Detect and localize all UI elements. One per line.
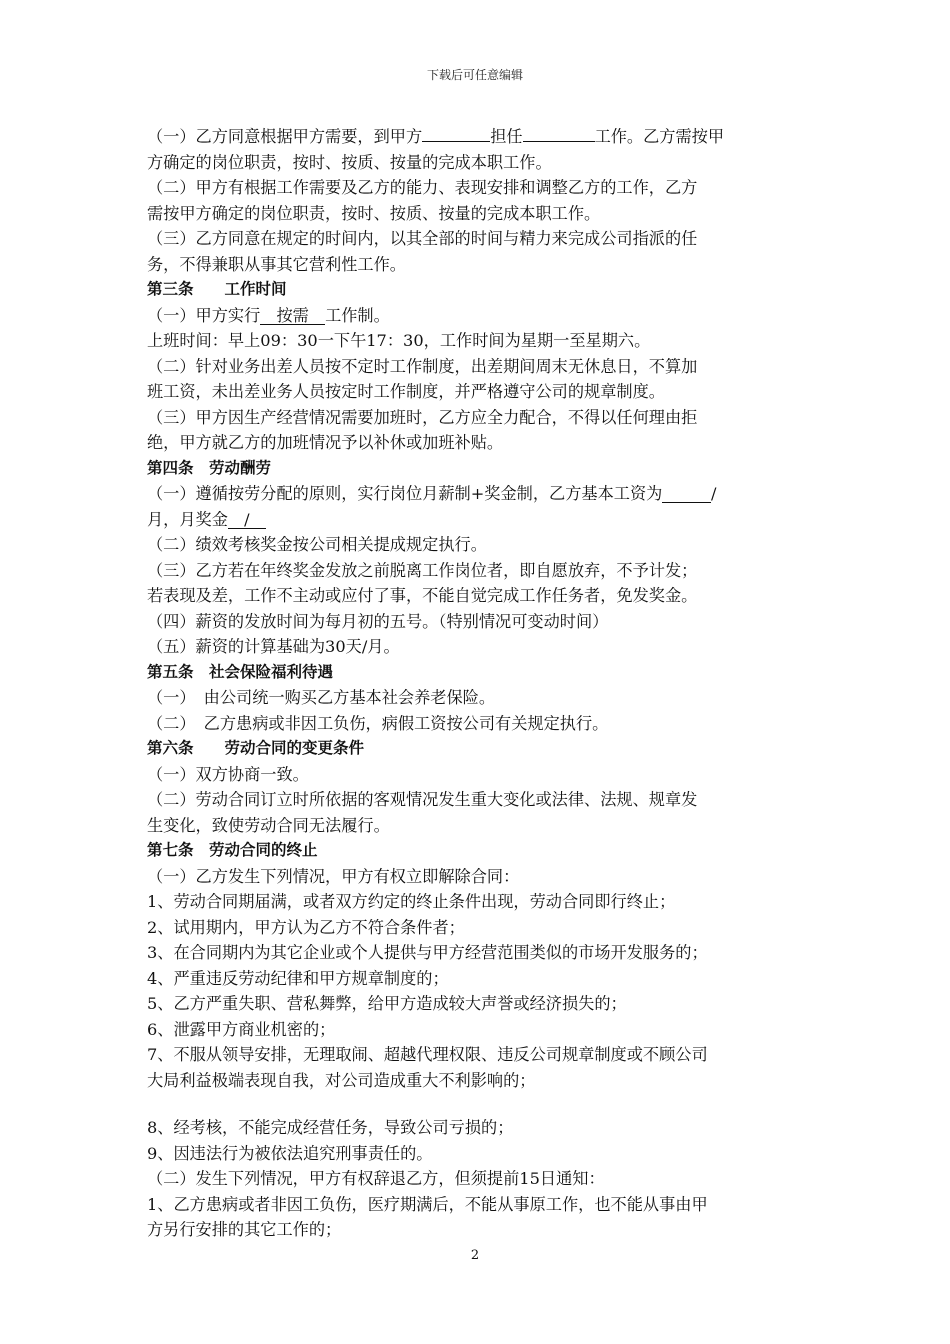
blank-field — [662, 485, 711, 503]
section-heading-3: 第三条 工作时间 — [147, 280, 287, 298]
text-line: 7、不服从领导安排，无理取闹、超越代理权限、违反公司规章制度或不顾公司 — [147, 1045, 708, 1064]
text-segment: 担任 — [490, 127, 523, 146]
text-line: 3、在合同期内为其它企业或个人提供与甲方经营范围类似的市场开发服务的； — [147, 943, 708, 962]
text-line: （三）乙方同意在规定的时间内，以其全部的时间与精力来完成公司指派的任 — [147, 229, 698, 248]
text-line: 班工资，未出差业务人员按定时工作制度，并严格遵守公司的规章制度。 — [147, 382, 665, 401]
text-line: （二）发生下列情况，甲方有权辞退乙方，但须提前15日通知： — [147, 1169, 605, 1188]
text-line: 6、泄露甲方商业机密的； — [147, 1019, 336, 1039]
text-segment: （一）乙方同意根据甲方需要，到甲方 — [147, 127, 423, 146]
document-body — [147, 124, 812, 1243]
text-segment: （一）甲方实行 — [147, 305, 261, 325]
text-segment: 月，月奖金 — [147, 509, 228, 529]
text-line: （二）甲方有根据工作需要及乙方的能力、表现安排和调整乙方的工作，乙方 — [147, 178, 698, 197]
filled-field: 按需 — [260, 305, 326, 325]
paragraph-gap — [147, 1093, 812, 1115]
text-line: 5、乙方严重失职、营私舞弊，给甲方造成较大声誉或经济损失的； — [147, 994, 627, 1013]
text-line: （三）甲方因生产经营情况需要加班时，乙方应全力配合，不得以任何理由拒 — [147, 407, 698, 427]
page-header: 下载后可任意编辑 — [426, 68, 523, 82]
text-line: （一）乙方发生下列情况，甲方有权立即解除合同： — [147, 866, 520, 886]
text-line: （五）薪资的计算基础为30天/月。 — [147, 637, 400, 656]
text-line: （二）劳动合同订立时所依据的客观情况发生重大变化或法律、法规、规章发 — [147, 790, 698, 809]
text-line: 2、试用期内，甲方认为乙方不符合条件者； — [147, 917, 465, 937]
section-heading-5: 第五条 社会保险福利待遇 — [147, 662, 334, 681]
filled-field: / — [227, 509, 266, 529]
text-line — [147, 124, 812, 150]
text-segment: 工作制。 — [325, 305, 390, 325]
text-line: （一）双方协商一致。 — [147, 764, 309, 784]
section-heading-4: 第四条 劳动酬劳 — [147, 458, 272, 477]
text-line: 生变化，致使劳动合同无法履行。 — [147, 815, 390, 835]
page-number: 2 — [470, 1248, 480, 1263]
text-line: 方确定的岗位职责，按时、按质、按量的完成本职工作。 — [147, 152, 552, 172]
text-line — [147, 481, 812, 507]
text-line: （四）薪资的发放时间为每月初的五号。（特别情况可变动时间） — [147, 611, 609, 631]
text-segment: / — [710, 484, 717, 503]
text-segment: （一）遵循按劳分配的原则，实行岗位月薪制+奖金制，乙方基本工资为 — [147, 484, 663, 503]
text-line: 绝，甲方就乙方的加班情况予以补休或加班补贴。 — [147, 433, 504, 452]
text-line — [147, 507, 812, 533]
text-line: 4、严重违反劳动纪律和甲方规章制度的； — [147, 968, 449, 988]
text-line: （二）针对业务出差人员按不定时工作制度，出差期间周末无休息日，不算加 — [147, 356, 698, 376]
text-line: 大局利益极端表现自我，对公司造成重大不利影响的； — [147, 1070, 536, 1090]
text-line: （二） 乙方患病或非因工负伤，病假工资按公司有关规定执行。 — [147, 713, 609, 733]
text-segment: 工作。乙方需按甲 — [594, 127, 725, 146]
text-line: 1、乙方患病或者非因工负伤，医疗期满后，不能从事原工作，也不能从事由甲 — [147, 1194, 708, 1214]
blank-field — [523, 141, 595, 142]
text-line: 9、因违法行为被依法追究刑事责任的。 — [147, 1143, 433, 1163]
text-line: 需按甲方确定的岗位职责，按时、按质、按量的完成本职工作。 — [147, 203, 601, 223]
section-heading-6: 第六条 劳动合同的变更条件 — [147, 739, 365, 757]
text-line: （三）乙方若在年终奖金发放之前脱离工作岗位者，即自愿放弃，不予计发； — [147, 560, 698, 580]
text-line: （二）绩效考核奖金按公司相关提成规定执行。 — [147, 535, 487, 554]
text-line: （一） 由公司统一购买乙方基本社会养老保险。 — [147, 688, 496, 707]
text-line — [147, 303, 812, 329]
text-line: 上班时间：早上09：30一下午17：30，工作时间为星期一至星期六。 — [147, 331, 651, 350]
text-line: 务，不得兼职从事其它营利性工作。 — [147, 254, 406, 274]
text-line: 8、经考核，不能完成经营任务，导致公司亏损的； — [147, 1118, 514, 1137]
text-line: 方另行安排的其它工作的； — [147, 1220, 342, 1239]
text-line: 若表现及差，工作不主动或应付了事，不能自觉完成工作任务者，免发奖金。 — [147, 586, 698, 605]
text-line: 1、劳动合同期届满，或者双方约定的终止条件出现，劳动合同即行终止； — [147, 892, 676, 911]
blank-field — [422, 141, 490, 142]
section-heading-7: 第七条 劳动合同的终止 — [147, 841, 318, 859]
